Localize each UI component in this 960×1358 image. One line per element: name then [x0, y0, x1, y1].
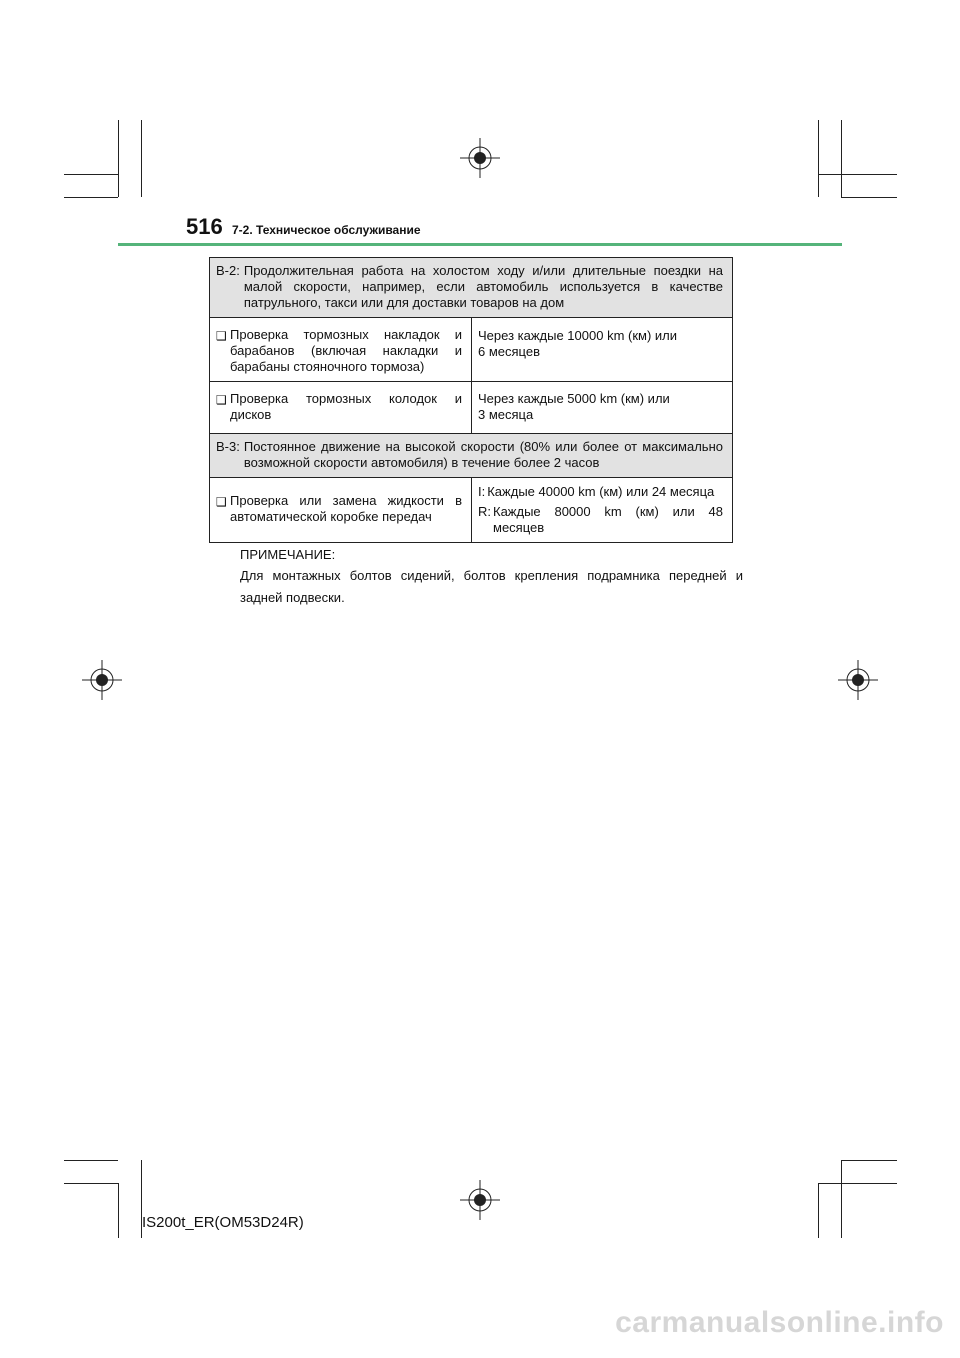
crop-mark — [141, 120, 142, 197]
crop-mark — [64, 197, 118, 198]
maintenance-item: Проверка или замена жидкости в автоматической коробке передач — [230, 493, 462, 524]
crop-mark — [818, 120, 819, 197]
crop-mark — [841, 120, 842, 197]
interval-cell — [472, 382, 733, 434]
condition-code: B-3: — [216, 439, 240, 454]
table-row — [210, 478, 733, 543]
checkbox-icon: ❑ — [216, 393, 227, 407]
condition-text: Продолжительная работа на холостом ходу и/или длительные поездки на малой скорости, например, если автомобиль используется в качестве патрульного, такси или для доставки товаров на дом — [243, 263, 723, 310]
document-code: IS200t_ER(OM53D24R) — [142, 1214, 304, 1231]
item-cell — [210, 478, 472, 543]
interval-key: I: — [478, 484, 486, 499]
interval-line: Через каждые 10000 km (км) или — [478, 328, 678, 343]
interval-line — [478, 504, 723, 536]
registration-mark-icon — [838, 660, 878, 700]
note-text: Для монтажных болтов сидений, болтов крепления подрамника передней и задней подвески. — [240, 568, 743, 605]
maintenance-item: Проверка тормозных колодок и дисков — [230, 391, 462, 422]
registration-mark-icon — [460, 138, 500, 178]
condition-row — [210, 434, 733, 478]
crop-mark — [841, 197, 897, 198]
crop-mark — [818, 174, 897, 175]
interval-cell — [472, 478, 733, 543]
table-row — [210, 318, 733, 382]
registration-mark-icon — [460, 1180, 500, 1220]
crop-mark — [118, 1183, 119, 1238]
interval-line: 6 месяцев — [478, 344, 540, 359]
crop-mark — [818, 1183, 897, 1184]
condition-row — [210, 258, 733, 318]
registration-mark-icon — [82, 660, 122, 700]
condition-cell — [210, 258, 733, 318]
crop-mark — [64, 1160, 118, 1161]
checkbox-icon: ❑ — [216, 329, 227, 343]
watermark: carmanualsonline.info — [615, 1306, 944, 1339]
interval-line: 3 месяца — [478, 407, 534, 422]
checkbox-icon: ❑ — [216, 495, 227, 509]
interval-line — [478, 484, 723, 500]
crop-mark — [64, 174, 118, 175]
maintenance-table — [209, 257, 733, 543]
item-cell — [210, 382, 472, 434]
condition-cell — [210, 434, 733, 478]
crop-mark — [841, 1160, 897, 1161]
condition-text: Постоянное движение на высокой скорости (80% или более от максимально возможной скорости автомобиля) в течение более 2 часов — [243, 439, 723, 470]
interval-cell — [472, 318, 733, 382]
page-number: 516 — [186, 214, 223, 239]
note-heading: ПРИМЕЧАНИЕ: — [240, 547, 336, 562]
interval-value: Каждые 40000 km (км) или 24 месяца — [487, 484, 715, 499]
interval-line: Через каждые 5000 km (км) или — [478, 391, 670, 406]
crop-mark — [818, 1183, 819, 1238]
table-row — [210, 382, 733, 434]
crop-mark — [841, 1160, 842, 1238]
item-cell — [210, 318, 472, 382]
crop-mark — [118, 120, 119, 197]
crop-mark — [64, 1183, 118, 1184]
header-rule — [118, 243, 842, 246]
maintenance-item: Проверка тормозных накладок и барабанов (включая накладки и барабаны стояночного тормоза) — [230, 327, 462, 374]
interval-value: Каждые 80000 km (км) или 48 месяцев — [493, 504, 723, 535]
section-title: 7-2. Техническое обслуживание — [232, 223, 421, 237]
interval-key: R: — [478, 504, 491, 519]
condition-code: B-2: — [216, 263, 240, 278]
